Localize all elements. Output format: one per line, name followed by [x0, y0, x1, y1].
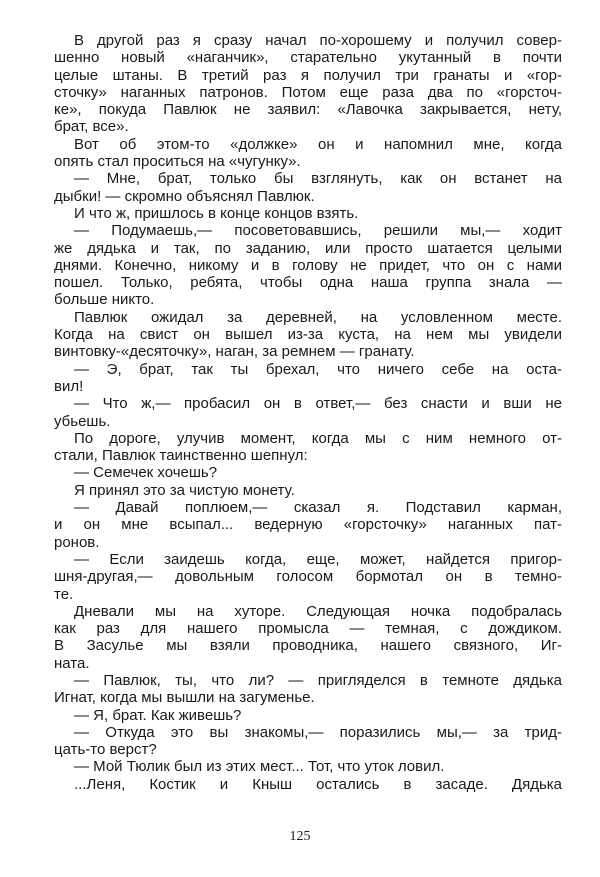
paragraph — [54, 136, 562, 171]
text-line: же дядька и так, по заданию, или просто шатается целыми — [54, 239, 562, 257]
text-line: ...Леня, Костик и Кныш остались в засаде. Дядька — [74, 775, 562, 793]
text-line: пошел. Только, ребята, чтобы одна наша группа знала — — [54, 274, 562, 292]
paragraph — [54, 499, 562, 551]
paragraph — [54, 222, 562, 308]
text-line: шенно новый «наганчик», старательно укутанный в почти — [54, 49, 562, 67]
paragraph — [54, 361, 562, 396]
text-line: убьешь. — [54, 412, 111, 430]
text-line: — Мой Тюлик был из этих мест... Тот, что уток ловил. — [74, 758, 445, 776]
text-line: — Мне, брат, только бы взглянуть, как он встанет на — [74, 170, 562, 188]
text-line: — Откуда это вы знакомы,— поразились мы,— за трид- — [74, 723, 562, 741]
text-line: шня-другая,— довольным голосом бормотал он в темно- — [54, 568, 562, 586]
text-line: — Давай поплюем,— сказал я. Подставил карман, — [74, 499, 562, 517]
paragraph — [54, 205, 562, 222]
paragraph — [54, 551, 562, 603]
text-line: Я принял это за чистую монету. — [74, 481, 295, 499]
text-line: стали, Павлюк таинственно шепнул: — [54, 447, 308, 465]
text-line: В Засулье мы взяли проводника, нашего связного, Иг- — [54, 637, 562, 655]
text-line: В другой раз я сразу начал по-хорошему и получил совер- — [74, 32, 562, 49]
text-line: ната. — [54, 654, 90, 672]
text-line: и он мне всыпал... ведерную «горсточку» наганных пат- — [54, 516, 562, 534]
paragraph — [54, 482, 562, 499]
text-line: брат, все». — [54, 118, 129, 136]
text-line: Когда на свист он вышел из-за куста, на нем мы увидели — [54, 326, 562, 344]
text-line: — Э, брат, так ты брехал, что ничего себе на оста- — [74, 360, 562, 378]
paragraph — [54, 603, 562, 672]
text-line: ронов. — [54, 533, 100, 551]
paragraph — [54, 395, 562, 430]
text-line: И что ж, пришлось в конце концов взять. — [74, 204, 359, 222]
paragraph — [54, 32, 562, 136]
text-line: Игнат, когда мы вышли на загуменье. — [54, 689, 315, 707]
text-line: По дороге, улучив момент, когда мы с ним немного от- — [74, 429, 562, 447]
text-line: днями. Конечно, никому и в голову не придет, что он с нами — [54, 256, 562, 274]
text-line: больше никто. — [54, 291, 155, 309]
paragraph — [54, 430, 562, 465]
text-line: — Павлюк, ты, что ли? — пригляделся в темноте дядька — [74, 671, 562, 689]
text-line: ке», покуда Павлюк не заявил: «Лавочка закрывается, нету, — [54, 101, 562, 119]
page-number: 125 — [289, 829, 311, 844]
text-line: цать-то верст? — [54, 741, 157, 759]
paragraph — [54, 464, 562, 481]
paragraph — [54, 707, 562, 724]
text-line: — Что ж,— пробасил он в ответ,— без снасти и вши не — [74, 395, 562, 413]
paragraph — [54, 724, 562, 759]
text-line: винтовку-«десяточку», наган, за ремнем — гранату. — [54, 343, 415, 361]
text-line: сточку» наганных патронов. Потом еще раза два по «горсточ- — [54, 83, 562, 101]
text-line: как раз для нашего промысла — темная, с дождиком. — [54, 620, 562, 638]
text-line: те. — [54, 585, 74, 603]
paragraph — [54, 758, 562, 775]
text-line: целые штаны. В третий раз я получил три гранаты и «гор- — [54, 66, 562, 84]
paragraph — [54, 309, 562, 361]
text-line: вил! — [54, 377, 84, 395]
text-line: — Я, брат. Как живешь? — [74, 706, 242, 724]
text-line: Вот об этом-то «должке» он и напомнил мне, когда — [74, 135, 562, 153]
text-line: опять стал проситься на «чугунку». — [54, 153, 301, 171]
text-line: — Если заидешь когда, еще, может, найдется пригор- — [74, 550, 562, 568]
paragraph — [54, 170, 562, 205]
text-line: — Подумаешь,— посоветовавшись, решили мы,— ходит — [74, 222, 562, 240]
paragraph — [54, 672, 562, 707]
text-line: Дневали мы на хуторе. Следующая ночка подобралась — [74, 602, 562, 620]
paragraph — [54, 776, 562, 793]
page-body — [54, 32, 562, 793]
text-line: Павлюк ожидал за деревней, на условленном месте. — [74, 308, 562, 326]
text-line: — Семечек хочешь? — [74, 464, 218, 482]
text-line: дыбки! — скромно объяснял Павлюк. — [54, 187, 315, 205]
